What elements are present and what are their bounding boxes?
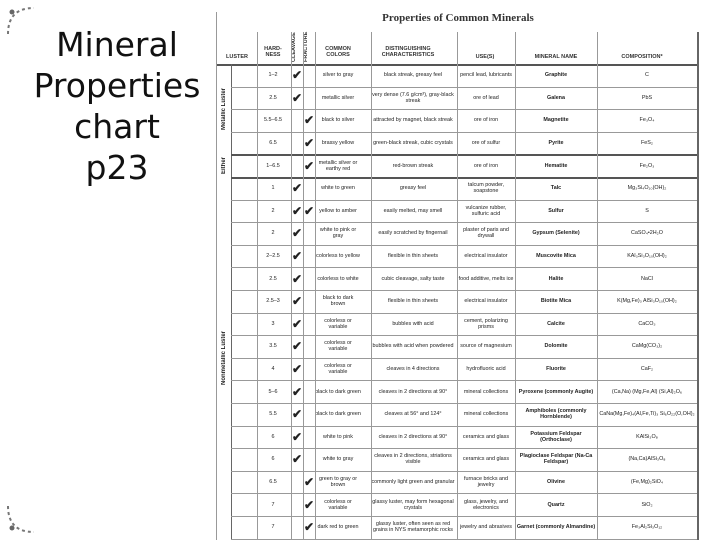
distinguishing-cell: cleaves at 56° and 124°	[384, 411, 442, 418]
colors-cell: dark red to green	[317, 524, 359, 531]
composition-cell: (Ca,Na) (Mg,Fe,Al) (Si,Al)₂O₆	[611, 388, 683, 395]
table-row	[231, 154, 699, 179]
slide-title-line-4: p23	[85, 148, 149, 187]
distinguishing-cell: easily melted, may smell	[383, 207, 443, 214]
cleavage-cell	[291, 313, 303, 336]
composition-cell: Fe₃Al₂Si₃O₁₂	[631, 524, 663, 531]
header-mineral-name: MINERAL NAME	[534, 54, 578, 60]
colors-cell: black to dark green	[315, 411, 361, 418]
table-row	[231, 177, 699, 201]
cleavage-cell	[291, 290, 303, 313]
hardness-cell: 2	[271, 230, 275, 237]
colors-cell: metallic silver or earthy red	[318, 159, 358, 172]
cleavage-cell	[291, 177, 303, 200]
table-row	[231, 87, 699, 111]
uses-cell: jewelry and abrasives	[460, 524, 512, 531]
hardness-cell: 1–6.5	[266, 162, 280, 169]
colors-cell: silver to gray	[322, 72, 354, 79]
hardness-cell: 1–2	[268, 72, 278, 79]
name-cell: Hematite	[544, 162, 568, 169]
fracture-cell	[303, 222, 315, 245]
cleavage-cell	[291, 448, 303, 471]
checkmark-icon: ✔	[291, 90, 303, 105]
table-row	[231, 426, 699, 450]
distinguishing-cell: cleaves in 2 directions at 90°	[378, 388, 448, 395]
uses-cell: mineral collections	[463, 388, 509, 395]
header-hardness: HARD-NESS	[264, 46, 282, 58]
fracture-cell	[303, 132, 315, 155]
table-right-border	[697, 32, 699, 540]
colors-cell: yellow to amber	[319, 207, 357, 214]
hardness-cell: 7	[271, 524, 275, 531]
header-uses: USE(S)	[475, 54, 495, 60]
hardness-cell: 7	[271, 501, 275, 508]
header-composition: COMPOSITION*	[621, 54, 663, 60]
cleavage-cell	[291, 426, 303, 449]
composition-cell: K(Mg,Fe)₃ AlSi₃O₁₀(OH)₂	[617, 298, 677, 305]
colors-cell: metallic silver	[321, 94, 355, 101]
table-header	[217, 32, 699, 66]
colors-cell: black to silver	[321, 117, 355, 124]
colors-cell: colorless or variable	[324, 498, 352, 511]
fracture-cell	[303, 516, 315, 539]
fracture-cell	[303, 403, 315, 426]
checkmark-icon: ✔	[291, 339, 303, 354]
uses-cell: ore of lead	[473, 94, 499, 101]
uses-cell: ceramics and glass	[462, 433, 510, 440]
cleavage-cell	[291, 132, 303, 155]
uses-cell: talcum powder, soapstone	[467, 182, 505, 195]
composition-cell: CaF₂	[640, 366, 654, 373]
composition-cell: Fe₂O₃	[639, 162, 655, 169]
composition-cell: PbS	[641, 94, 653, 101]
hardness-cell: 5.5	[269, 411, 277, 418]
composition-cell: Mg₃Si₄O₁₀(OH)₂	[627, 185, 667, 192]
fracture-cell	[303, 64, 315, 87]
slide-title-line-2: Properties	[33, 66, 201, 105]
checkmark-icon: ✔	[291, 249, 303, 264]
column-divider	[457, 32, 458, 540]
name-cell: Fluorite	[546, 366, 566, 373]
name-cell: Muscovite Mica	[536, 253, 576, 260]
colors-cell: black to dark green	[315, 388, 361, 395]
name-cell: Plagioclase Feldspar (Na-Ca Feldspar)	[519, 453, 593, 466]
hardness-cell: 4	[271, 366, 275, 373]
header-luster: LUSTER	[226, 54, 248, 60]
distinguishing-cell: red-brown streak	[392, 162, 434, 169]
colors-cell: white to green	[321, 185, 355, 192]
composition-cell: (Na,Ca)AlSi₃O₈	[628, 456, 666, 463]
hardness-cell: 2–2.5	[266, 253, 280, 260]
uses-cell: glass, jewelry, and electronics	[464, 498, 508, 511]
checkmark-icon: ✔	[291, 362, 303, 377]
cleavage-cell	[291, 380, 303, 403]
checkmark-icon: ✔	[303, 520, 315, 535]
mineral-properties-chart	[216, 12, 699, 540]
distinguishing-cell: flexible in thin sheets	[387, 298, 439, 305]
slide-title	[22, 24, 212, 188]
composition-cell: S	[645, 207, 649, 214]
column-divider	[257, 32, 258, 540]
cleavage-cell	[291, 109, 303, 132]
group-either: Either	[217, 154, 232, 177]
table-row	[231, 335, 699, 359]
fracture-cell	[303, 245, 315, 268]
cleavage-cell	[291, 335, 303, 358]
table-row	[231, 245, 699, 269]
uses-cell: electrical insulator	[464, 253, 508, 260]
name-cell: Pyroxene (commonly Augite)	[518, 388, 594, 395]
fracture-cell	[303, 471, 315, 494]
name-cell: Dolomite	[544, 343, 568, 350]
hardness-cell: 2	[271, 207, 275, 214]
column-divider	[303, 32, 304, 540]
colors-cell: colorless to white	[317, 275, 359, 282]
cleavage-cell	[291, 200, 303, 223]
fracture-cell	[303, 358, 315, 381]
fracture-cell	[303, 87, 315, 110]
distinguishing-cell: black streak, greasy feel	[383, 72, 443, 79]
fracture-cell	[303, 109, 315, 132]
checkmark-icon: ✔	[291, 226, 303, 241]
column-divider	[597, 32, 598, 540]
table-row	[231, 313, 699, 337]
table-row	[231, 267, 699, 291]
name-cell: Biotite Mica	[540, 298, 572, 305]
cleavage-cell	[291, 222, 303, 245]
composition-cell: SiO₂	[641, 501, 653, 508]
checkmark-icon: ✔	[291, 68, 303, 83]
uses-cell: cement, polarizing prisms	[464, 317, 508, 330]
cleavage-cell	[291, 154, 303, 177]
composition-cell: KAl₃Si₃O₁₀(OH)₂	[627, 253, 667, 260]
hardness-cell: 2.5	[269, 275, 277, 282]
checkmark-icon: ✔	[303, 158, 315, 173]
distinguishing-cell: very dense (7.6 g/cm³), gray-black streak	[372, 91, 454, 104]
composition-cell: FeS₂	[641, 140, 653, 147]
fracture-cell	[303, 200, 315, 223]
name-cell: Potassium Feldspar (Orthoclase)	[530, 430, 582, 443]
composition-cell: NaCl	[641, 275, 653, 282]
colors-cell: white to pink	[323, 433, 353, 440]
hardness-cell: 6	[271, 456, 275, 463]
distinguishing-cell: bubbles with acid	[392, 320, 434, 327]
checkmark-icon: ✔	[303, 113, 315, 128]
colors-cell: brassy yellow	[321, 140, 355, 147]
composition-cell: C	[645, 72, 649, 79]
distinguishing-cell: glassy luster, may form hexagonal crystals	[372, 498, 454, 511]
fracture-cell	[303, 335, 315, 358]
column-divider	[291, 32, 292, 540]
composition-cell: Fe₃O₄	[639, 117, 655, 124]
uses-cell: food additive, melts ice	[458, 275, 514, 282]
cleavage-cell	[291, 471, 303, 494]
name-cell: Sulfur	[548, 207, 564, 214]
name-cell: Garnet (commonly Almandine)	[516, 524, 596, 531]
colors-cell: colorless or variable	[324, 340, 352, 353]
table-row	[231, 448, 699, 472]
table-row	[231, 380, 699, 404]
checkmark-icon: ✔	[303, 475, 315, 490]
distinguishing-cell: attracted by magnet, black streak	[373, 117, 453, 124]
column-divider	[371, 32, 372, 540]
hardness-cell: 5–6	[268, 388, 278, 395]
name-cell: Talc	[550, 185, 562, 192]
name-cell: Galena	[547, 94, 565, 101]
colors-cell: white to pink or gray	[319, 227, 357, 240]
distinguishing-cell: cleaves in 2 directions, striations visible	[374, 453, 452, 466]
column-divider	[515, 32, 516, 540]
table-row	[231, 109, 699, 133]
cleavage-cell	[291, 267, 303, 290]
colors-cell: green to gray or brown	[318, 476, 358, 489]
distinguishing-cell: glassy luster, often seen as red grains in NYS metamorphic rocks	[373, 521, 453, 534]
header-cleavage: CLEAVAGE	[291, 32, 297, 62]
checkmark-icon: ✔	[291, 316, 303, 331]
checkmark-icon: ✔	[291, 452, 303, 467]
fracture-cell	[303, 313, 315, 336]
distinguishing-cell: cleaves in 2 directions at 90°	[378, 433, 448, 440]
table-row	[231, 132, 699, 157]
composition-cell: CaNa(Mg,Fe)₄(Al,Fe,Ti)₃ Si₆O₂₂(O,OH)₂	[599, 411, 695, 418]
hardness-cell: 5.5–6.5	[264, 117, 282, 124]
table-row	[231, 358, 699, 382]
cleavage-cell	[291, 516, 303, 539]
hardness-cell: 6	[271, 433, 275, 440]
fracture-cell	[303, 426, 315, 449]
uses-cell: ceramics and glass	[462, 456, 510, 463]
checkmark-icon: ✔	[291, 407, 303, 422]
uses-cell: electrical insulator	[464, 298, 508, 305]
colors-cell: colorless to yellow	[316, 253, 360, 260]
uses-cell: ore of sulfur	[471, 140, 501, 147]
header-colors: COMMON COLORS	[325, 46, 351, 58]
group-nonmetallic-luster: Nonmetallic Luster	[217, 177, 232, 540]
hardness-cell: 6.5	[269, 479, 277, 486]
name-cell: Calcite	[547, 320, 565, 327]
distinguishing-cell: flexible in thin sheets	[387, 253, 439, 260]
uses-cell: pencil lead, lubricants	[460, 72, 512, 79]
name-cell: Pyrite	[548, 140, 564, 147]
composition-cell: (Fe,Mg)₂SiO₄	[630, 479, 664, 486]
fracture-cell	[303, 380, 315, 403]
column-divider	[315, 32, 316, 540]
cleavage-cell	[291, 358, 303, 381]
group-metallic-luster: Metallic Luster	[217, 64, 232, 154]
hardness-cell: 2.5–3	[266, 298, 280, 305]
fracture-cell	[303, 448, 315, 471]
distinguishing-cell: greasy feel	[399, 185, 427, 192]
checkmark-icon: ✔	[291, 181, 303, 196]
distinguishing-cell: green-black streak, cubic crystals	[373, 140, 453, 147]
composition-cell: KAlSi₃O₈	[636, 433, 658, 440]
distinguishing-cell: bubbles with acid when powdered	[372, 343, 454, 350]
checkmark-icon: ✔	[291, 271, 303, 286]
uses-cell: vulcanize rubber, sulfuric acid	[465, 204, 507, 217]
fracture-cell	[303, 290, 315, 313]
composition-cell: CaSO₄•2H₂O	[631, 230, 663, 237]
colors-cell: white to gray	[322, 456, 354, 463]
checkmark-icon: ✔	[303, 497, 315, 512]
checkmark-icon: ✔	[303, 136, 315, 151]
slide-title-line-3: chart	[74, 107, 160, 146]
slide-title-line-1: Mineral	[56, 25, 178, 64]
uses-cell: mineral collections	[463, 411, 509, 418]
distinguishing-cell: commonly light green and granular	[371, 479, 455, 486]
name-cell: Halite	[548, 275, 564, 282]
name-cell: Quartz	[547, 501, 565, 508]
fracture-cell	[303, 177, 315, 200]
fracture-cell	[303, 267, 315, 290]
cleavage-cell	[291, 87, 303, 110]
cleavage-cell	[291, 493, 303, 516]
checkmark-icon: ✔	[291, 294, 303, 309]
hardness-cell: 2.5	[269, 94, 277, 101]
fracture-cell	[303, 493, 315, 516]
table-row	[231, 516, 699, 540]
cleavage-cell	[291, 64, 303, 87]
table-row	[231, 222, 699, 246]
name-cell: Graphite	[544, 72, 568, 79]
name-cell: Olivine	[547, 479, 565, 486]
checkmark-icon: ✔	[291, 384, 303, 399]
hardness-cell: 3	[271, 320, 275, 327]
checkmark-icon: ✔	[303, 203, 315, 218]
composition-cell: CaCO₃	[638, 320, 656, 327]
cleavage-cell	[291, 403, 303, 426]
distinguishing-cell: cubic cleavage, salty taste	[381, 275, 445, 282]
distinguishing-cell: cleaves in 4 directions	[386, 366, 440, 373]
table-row	[231, 403, 699, 427]
colors-cell: black to dark brown	[322, 295, 354, 308]
table-row	[231, 493, 699, 517]
uses-cell: source of magnesium	[460, 343, 512, 350]
name-cell: Magnetite	[543, 117, 569, 124]
table-row	[231, 200, 699, 224]
uses-cell: ore of iron	[473, 162, 499, 169]
table-row	[231, 290, 699, 314]
checkmark-icon: ✔	[291, 203, 303, 218]
uses-cell: ore of iron	[473, 117, 499, 124]
cleavage-cell	[291, 245, 303, 268]
colors-cell: colorless or variable	[324, 317, 352, 330]
uses-cell: plaster of paris and drywall	[463, 227, 509, 240]
corner-ornament-bottom-left	[4, 502, 38, 536]
distinguishing-cell: easily scratched by fingernail	[378, 230, 448, 237]
name-cell: Gypsum (Selenite)	[532, 230, 580, 237]
fracture-cell	[303, 154, 315, 177]
header-fracture: FRACTURE	[303, 31, 309, 62]
uses-cell: furnace bricks and jewelry	[463, 476, 509, 489]
hardness-cell: 1	[271, 185, 275, 192]
chart-title: Properties of Common Minerals	[382, 12, 534, 24]
colors-cell: colorless or variable	[324, 363, 352, 376]
table-row	[231, 471, 699, 495]
hardness-cell: 3.5	[269, 343, 277, 350]
name-cell: Amphiboles (commonly Hornblende)	[525, 408, 587, 421]
header-distinguishing: DISTINGUISHING CHARACTERISTICS	[381, 46, 435, 58]
checkmark-icon: ✔	[291, 429, 303, 444]
uses-cell: hydrofluoric acid	[466, 366, 506, 373]
composition-cell: CaMg(CO₃)₂	[631, 343, 663, 350]
hardness-cell: 6.5	[269, 140, 277, 147]
table-row	[231, 64, 699, 88]
